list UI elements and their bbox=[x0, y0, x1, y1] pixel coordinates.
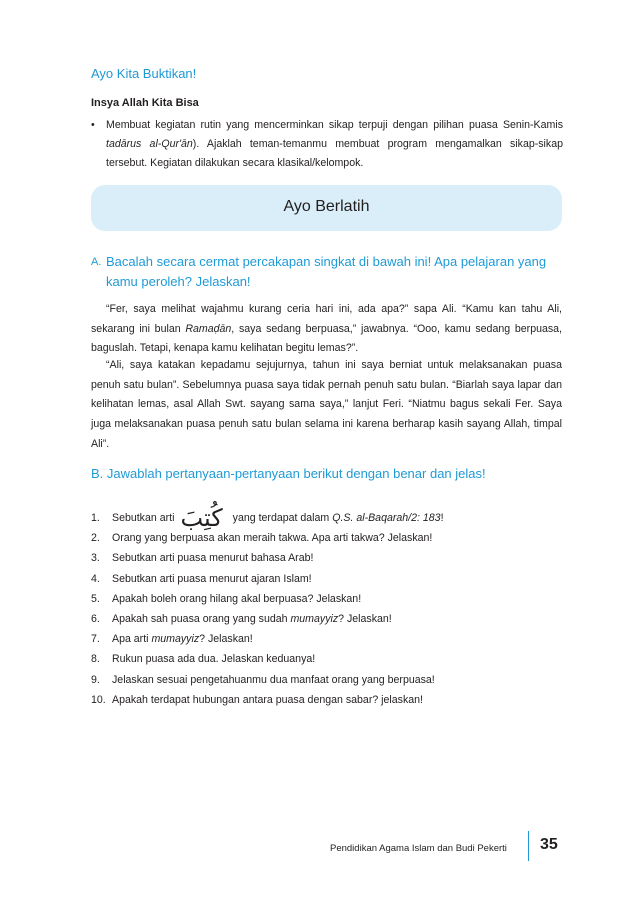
banner-title: Ayo Berlatih bbox=[283, 198, 370, 215]
list-item: 9. Jelaskan sesuai pengetahuanmu dua manfaat orang yang berpuasa! bbox=[91, 673, 435, 686]
ayo-berlatih-banner bbox=[91, 185, 562, 231]
list-item: 6. Apakah sah puasa orang yang sudah mumayyiz? Jelaskan! bbox=[91, 612, 392, 625]
question-list bbox=[91, 504, 561, 710]
list-item: 8. Rukun puasa ada dua. Jelaskan keduanya! bbox=[91, 653, 316, 666]
list-item: 10. Apakah terdapat hubungan antara puasa dengan sabar? jelaskan! bbox=[91, 693, 423, 706]
section-a-text: Bacalah secara cermat percakapan singkat di bawah ini! Apa pelajaran yang kamu peroleh? Jelaskan! bbox=[106, 254, 547, 289]
section-a-instruction bbox=[91, 252, 561, 292]
section-a-letter: A. bbox=[91, 256, 102, 268]
list-item: 5. Apakah boleh orang hilang akal berpuasa? Jelaskan! bbox=[91, 592, 362, 605]
insya-allah-subheading: Insya Allah Kita Bisa bbox=[91, 97, 199, 109]
dialogue-paragraph-2: “Ali, saya katakan kepadamu sejujurnya, tahun ini saya berniat untuk melaksanakan puasa penuh satu bulan”. Sebelumnya puasa saya tidak pernah penuh satu bulan. “Biarlah saya lapar dan kelihatan lemas, asal Allah Swt. sayang sama saya,” lanjut Feri. “Niatmu bagus sekali Fer. Saya juga melaksanakan puasa penuh satu bulan selama ini karena berharap kasih sayang Allah, timpal Ali”. bbox=[91, 359, 562, 450]
dialogue-paragraph-1: “Fer, saya melihat wajahmu kurang ceria hari ini, ada apa?” sapa Ali. “Kamu kan tahu Ali, sekarang ini bulan Ramaḍān, saya sedang berpuasa,” jawabnya. “Ooo, kamu sedang berpuasa, baguslah. Tetapi, kenapa kamu kelihatan begitu lemas?”. bbox=[91, 303, 562, 355]
list-item: 4. Sebutkan arti puasa menurut ajaran Islam! bbox=[91, 572, 312, 585]
list-item: 1. Sebutkan arti كُتِبَ yang terdapat dalam Q.S. al-Baqarah/2: 183! bbox=[91, 504, 444, 532]
list-item: 2. Orang yang berpuasa akan meraih takwa. Apa arti takwa? Jelaskan! bbox=[91, 532, 433, 545]
list-item: 7. Apa arti mumayyiz? Jelaskan! bbox=[91, 633, 253, 646]
arabic-word: كُتِبَ bbox=[180, 504, 223, 532]
bullet-icon: • bbox=[91, 119, 95, 131]
page-number: 35 bbox=[540, 836, 558, 853]
activity-bullet bbox=[91, 116, 563, 173]
activity-text: Membuat kegiatan rutin yang mencerminkan sikap terpuji dengan pilihan puasa Senin-Kamis tadārus al-Qur'ān). Ajaklah teman-temanmu membuat program mengamalkan sikap-sikap tersebut. Kegiatan dilakukan secara klasikal/kelompok. bbox=[106, 119, 563, 169]
footer-divider bbox=[528, 831, 529, 861]
list-item: 3. Sebutkan arti puasa menurut bahasa Arab! bbox=[91, 552, 314, 565]
footer-book-title: Pendidikan Agama Islam dan Budi Pekerti bbox=[330, 843, 507, 854]
ayo-kita-heading: Ayo Kita Buktikan! bbox=[91, 66, 197, 81]
section-b-heading: B. Jawablah pertanyaan-pertanyaan berikut dengan benar dan jelas! bbox=[91, 466, 486, 481]
